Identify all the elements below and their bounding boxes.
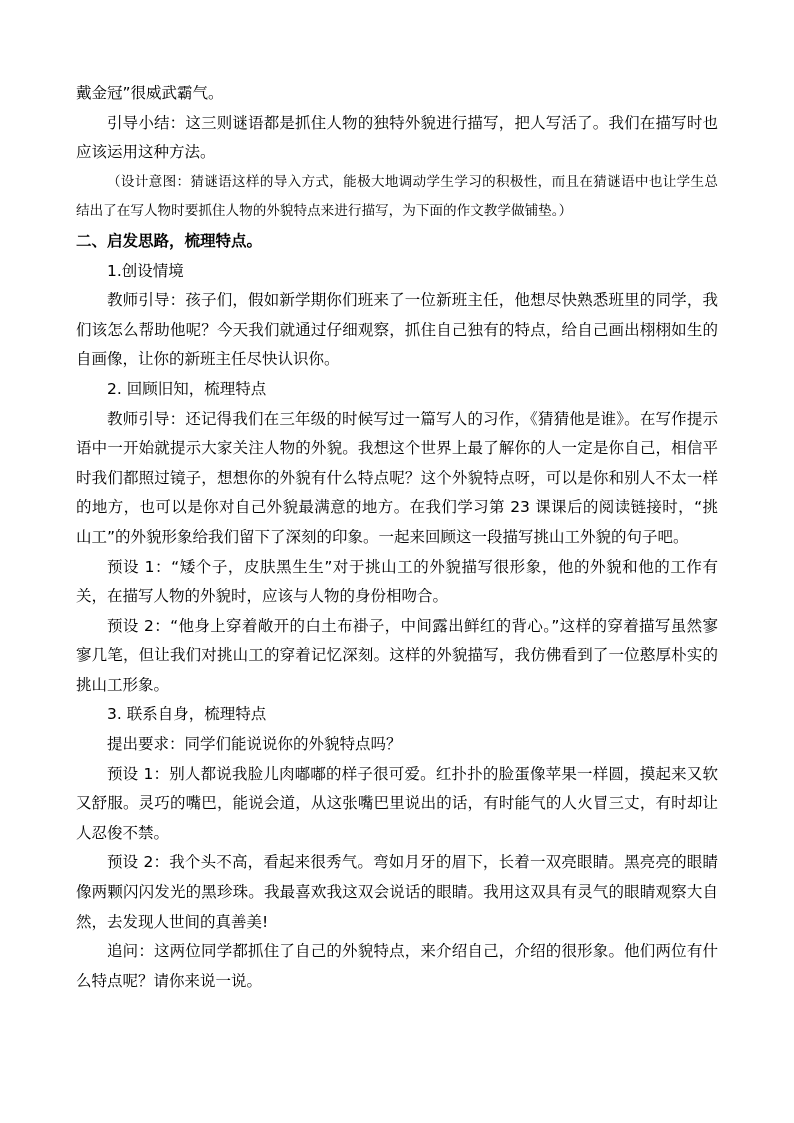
paragraph-preset-self-1: 预设 1：别人都说我脸儿肉嘟嘟的样子很可爱。红扑扑的脸蛋像苹果一样圆，摸起来又软又舒服。灵巧的嘴巴，能说会道，从这张嘴巴里说出的话，有时能气的人火冒三丈，有时却让人忍俊不禁。 — [76, 764, 718, 842]
paragraph-guide-summary: 引导小结：这三则谜语都是抓住人物的独特外貌进行描写，把人写活了。我们在描写时也应该运用这种方法。 — [76, 113, 718, 162]
paragraph-teacher-guide-1: 教师引导：孩子们，假如新学期你们班来了一位新班主任，他想尽快熟悉班里的同学，我们该怎么帮助他呢？今天我们就通过仔细观察，抓住自己独有的特点，给自己画出栩栩如生的自画像，让你的新班主任尽快认识你。 — [76, 291, 718, 369]
sub-heading-3: 3. 联系自身，梳理特点 — [107, 705, 267, 724]
paragraph-teacher-guide-2: 教师引导：还记得我们在三年级的时候写过一篇写人的习作，《猜猜他是谁》。在写作提示语中一开始就提示大家关注人物的外貌。我想这个世界上最了解你的人一定是你自己，相信平时我们都照过镜子，想想你的外貌有什么特点呢？这个外貌特点呀，可以是你和别人不太一样的地方，也可以是你对自己外貌最满意的地方。在我们学习第 23 课课后的阅读链接时，“挑山工”的外貌形象给我们留下了深刻的印象。一起来回顾这一段描写挑山工外貌的句子吧。 — [76, 409, 718, 546]
document-body — [76, 79, 718, 996]
paragraph-preset-2: 预设 2：“他身上穿着敞开的白土布褂子，中间露出鲜红的背心。”这样的穿着描写虽然寥寥几笔，但让我们对挑山工的穿着记忆深刻。这样的外貌描写，我仿佛看到了一位憨厚朴实的挑山工形象。 — [76, 616, 718, 694]
paragraph-requirement: 提出要求：同学们能说说你的外貌特点吗？ — [107, 735, 402, 754]
sub-heading-2: 2. 回顾旧知，梳理特点 — [107, 379, 267, 398]
sub-heading-1: 1.创设情境 — [107, 261, 184, 280]
section-heading-2: 二、启发思路，梳理特点。 — [76, 231, 263, 250]
paragraph-preset-1: 预设 1：“矮个子，皮肤黑生生”对于挑山工的外貌描写很形象，他的外貌和他的工作有关，在描写人物的外貌时，应该与人物的身份相吻合。 — [76, 557, 718, 606]
paragraph-preset-self-2: 预设 2：我个头不高，看起来很秀气。弯如月牙的眉下，长着一双亮眼睛。黑亮亮的眼睛像两颗闪闪发光的黑珍珠。我最喜欢我这双会说话的眼睛。我用这双具有灵气的眼睛观察大自然，去发现人世间的真善美! — [76, 853, 718, 931]
paragraph-riddle-end: 戴金冠”很威武霸气。 — [76, 84, 224, 102]
design-intent-note: （设计意图：猜谜语这样的导入方式，能极大地调动学生学习的积极性，而且在猜谜语中也让学生总结出了在写人物时要抓住人物的外貌特点来进行描写，为下面的作文教学做铺垫。） — [76, 173, 718, 220]
paragraph-follow-up: 追问：这两位同学都抓住了自己的外貌特点，来介绍自己，介绍的很形象。他们两位有什么特点呢？请你来说一说。 — [76, 942, 718, 990]
